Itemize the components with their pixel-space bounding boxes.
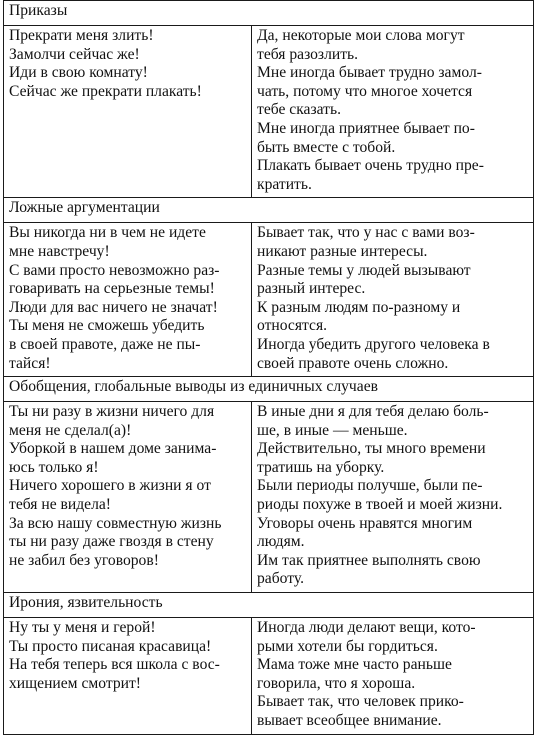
text-line: Вы никогда ни в чем не идете — [9, 224, 206, 242]
text-line: тратишь на уборку. — [257, 458, 385, 476]
text-line: относятся. — [257, 317, 328, 335]
statement-item — [9, 83, 247, 102]
text-line: чать, потому что многое хочется — [257, 82, 473, 100]
reply-cell — [252, 618, 534, 735]
reply-item — [257, 64, 529, 120]
text-line: Иди в свою комнату! — [9, 64, 148, 82]
reply-item — [257, 224, 529, 261]
reply-cell — [252, 26, 534, 198]
statement-item — [9, 46, 247, 65]
statement-cell — [4, 26, 252, 198]
text-line: никают разные интересы. — [257, 242, 428, 260]
text-line: Да, некоторые мои слова могут — [257, 27, 465, 44]
statement-item — [9, 656, 247, 693]
text-line: Мне иногда бывает трудно замол- — [257, 64, 482, 82]
statement-item — [9, 619, 247, 638]
text-line: Ты меня не сможешь убедить — [9, 317, 205, 335]
text-line: Плакать бывает очень трудно пре- — [257, 157, 484, 175]
reply-item — [257, 262, 529, 299]
text-line: хищением смотрит! — [9, 674, 141, 692]
text-line: работу. — [257, 570, 304, 588]
text-line: Прекрати меня злить! — [9, 27, 154, 44]
reply-item — [257, 693, 529, 730]
statement-cell — [4, 402, 252, 593]
text-line: говорила, что я хороша. — [257, 674, 416, 692]
statement-item — [9, 27, 247, 46]
text-line: Ты просто писаная красавица! — [9, 637, 212, 655]
section-content-row — [4, 223, 534, 377]
reply-item — [257, 656, 529, 693]
text-line: рыми хотели бы гордиться. — [257, 637, 438, 655]
text-line: К разным людям по-разному и — [257, 298, 461, 316]
text-line: мне навстречу! — [9, 242, 110, 260]
text-line: ты ни разу даже гвоздя в стену — [9, 533, 214, 551]
text-line: своей правоте очень сложно. — [257, 354, 449, 372]
text-line: риоды похуже в твоей и моей жизни. — [257, 496, 503, 514]
reply-item — [257, 552, 529, 589]
text-line: быть вместе с тобой. — [257, 138, 396, 156]
statement-item — [9, 638, 247, 657]
section-content-row — [4, 402, 534, 593]
text-line: С вами просто невозможно раз- — [9, 261, 220, 279]
text-line: Были периоды получше, были пе- — [257, 477, 483, 495]
section-header-row — [4, 593, 534, 618]
text-line: тайся! — [9, 354, 51, 372]
statement-item — [9, 515, 247, 571]
section-header-row — [4, 377, 534, 402]
text-line: Им так приятнее выполнять свою — [257, 551, 481, 569]
text-line: говаривать на серьезные темы! — [9, 280, 215, 298]
table-body — [4, 1, 534, 735]
text-line: юсь только я! — [9, 458, 99, 476]
statement-item — [9, 299, 247, 318]
text-line: Мне иногда приятнее бывает по- — [257, 119, 475, 137]
reply-item — [257, 403, 529, 440]
reply-item — [257, 299, 529, 336]
text-line: кратить. — [257, 175, 312, 193]
text-line: На тебя теперь вся школа с вос- — [9, 656, 220, 674]
text-line: Ты ни разу в жизни ничего для — [9, 403, 215, 421]
reply-item — [257, 120, 529, 157]
statement-item — [9, 224, 247, 261]
statement-item — [9, 440, 247, 477]
reply-cell — [252, 223, 534, 377]
section-header-row — [4, 1, 534, 26]
reply-item — [257, 515, 529, 552]
statement-item — [9, 317, 247, 373]
text-line: меня не сделал(а)! — [9, 421, 132, 439]
section-title: Ложные аргументации — [4, 198, 534, 223]
text-line: тебя разозлить. — [257, 45, 359, 63]
text-line: тебя не видела! — [9, 496, 111, 514]
text-line: разный интерес. — [257, 280, 366, 298]
text-line: Разные темы у людей вызывают — [257, 261, 471, 279]
statement-item — [9, 262, 247, 299]
text-line: Ну ты у меня и герой! — [9, 619, 156, 637]
text-line: Замолчи сейчас же! — [9, 45, 140, 63]
text-line: ше, в иные — меньше. — [257, 421, 408, 439]
text-line: людям. — [257, 533, 305, 551]
reply-item — [257, 477, 529, 514]
reply-item — [257, 440, 529, 477]
statement-item — [9, 403, 247, 440]
section-content-row — [4, 26, 534, 198]
text-line: Люди для вас ничего не значат! — [9, 298, 218, 316]
text-line: Сейчас же прекрати плакать! — [9, 82, 202, 100]
text-line: За всю нашу совместную жизнь — [9, 514, 222, 532]
statement-cell — [4, 618, 252, 735]
reply-cell — [252, 402, 534, 593]
section-header-row — [4, 198, 534, 223]
text-line: тебе сказать. — [257, 101, 341, 119]
text-line: Бывает так, что человек прико- — [257, 693, 464, 711]
section-title: Обобщения, глобальные выводы из единичных случаев — [4, 377, 534, 402]
section-title: Ирония, язвительность — [4, 593, 534, 618]
text-line: Уговоры очень нравятся многим — [257, 514, 473, 532]
statement-item — [9, 64, 247, 83]
text-line: В иные дни я для тебя делаю боль- — [257, 403, 489, 421]
statements-table — [3, 0, 534, 735]
section-title: Приказы — [4, 1, 534, 26]
statement-cell — [4, 223, 252, 377]
section-content-row — [4, 618, 534, 735]
reply-item — [257, 336, 529, 373]
reply-item — [257, 619, 529, 656]
text-line: Ничего хорошего в жизни я от — [9, 477, 211, 495]
text-line: Мама тоже мне часто раньше — [257, 656, 452, 674]
text-line: Бывает так, что у нас с вами воз- — [257, 224, 475, 242]
text-line: вывает всеобщее внимание. — [257, 712, 442, 729]
text-line: Иногда люди делают вещи, кото- — [257, 619, 476, 637]
text-line: Иногда убедить другого человека в — [257, 335, 490, 353]
text-line: Уборкой в нашем доме занима- — [9, 440, 217, 458]
reply-item — [257, 157, 529, 194]
text-line: Действительно, ты много времени — [257, 440, 486, 458]
statement-item — [9, 477, 247, 514]
reply-item — [257, 27, 529, 64]
text-line: в своей правоте, даже не пы- — [9, 335, 201, 353]
text-line: не забил без уговоров! — [9, 551, 159, 569]
